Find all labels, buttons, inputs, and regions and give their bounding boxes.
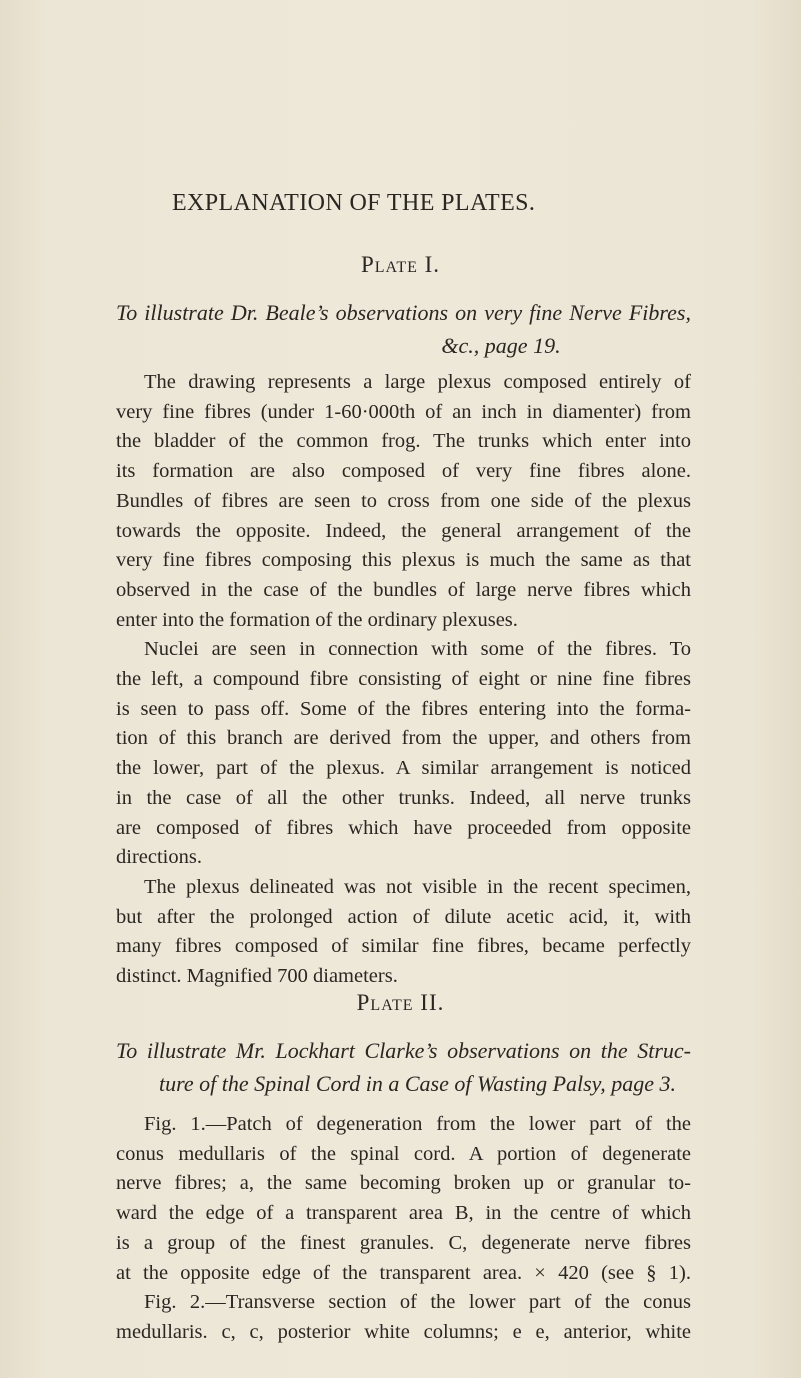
text-line: Nuclei are seen in connection with some of the fibres. To [144, 638, 691, 661]
text-line: is seen to pass off. Some of the fibres entering into the forma- [116, 697, 691, 720]
text-line: enter into the formation of the ordinary plexuses. [116, 608, 518, 631]
text-line: at the opposite edge of the transparent area. × 420 (see § 1). [116, 1261, 691, 1284]
page-title: EXPLANATION OF THE PLATES. [172, 190, 536, 216]
text-line: towards the opposite. Indeed, the general arrangement of the [116, 519, 691, 542]
text-line: ward the edge of a transparent area B, in the centre of which [116, 1202, 691, 1225]
text-line: in the case of all the other trunks. Indeed, all nerve trunks [116, 786, 691, 809]
plate-2-heading: Plate II. [356, 990, 445, 1015]
text-line: the lower, part of the plexus. A similar arrangement is noticed [116, 757, 691, 780]
plate-2-subtitle-line-2: ture of the Spinal Cord in a Case of Wasting Palsy, page 3. [159, 1071, 676, 1096]
plate-1-text [116, 368, 691, 992]
text-line: The drawing represents a large plexus composed entirely of [144, 371, 691, 393]
text-line: very fine fibres composing this plexus is much the same as that [116, 549, 691, 572]
plate-1-subtitle-line-1: To illustrate Dr. Beale’s observations on very fine Nerve Fibres, [116, 300, 691, 325]
text-line: but after the prolonged action of dilute acetic acid, it, with [116, 905, 691, 928]
text-line: directions. [116, 846, 202, 869]
text-line: the bladder of the common frog. The trunks which enter into [116, 430, 691, 453]
text-line: medullaris. c, c, posterior white columns; e e, anterior, white [116, 1320, 691, 1343]
plate-2-subtitle [116, 1034, 691, 1100]
text-line: observed in the case of the bundles of large nerve fibres which [116, 578, 691, 601]
text-line: Fig. 2.—Transverse section of the lower part of the conus [144, 1291, 691, 1314]
text-line: the left, a compound fibre consisting of eight or nine fine fibres [116, 668, 691, 691]
text-line: are composed of fibres which have proceeded from opposite [116, 816, 691, 839]
text-line: tion of this branch are derived from the upper, and others from [116, 727, 691, 750]
plate-1-subtitle-line-2: &c., page 19. [441, 333, 561, 358]
plate-2-subtitle-line-1: To illustrate Mr. Lockhart Clarke’s observations on the Struc- [116, 1038, 691, 1063]
text-line: distinct. Magnified 700 diameters. [116, 965, 398, 988]
text-line: many fibres composed of similar fine fibres, became perfectly [116, 935, 691, 958]
text-line: nerve fibres; a, the same becoming broken up or granular to- [116, 1172, 691, 1195]
text-line: Fig. 1.—Patch of degeneration from the lower part of the [144, 1113, 691, 1135]
text-line: very fine fibres (under 1-60·000th of an inch in diamenter) from [116, 400, 691, 423]
plate-1-heading: Plate I. [360, 252, 441, 277]
text-line: conus medullaris of the spinal cord. A portion of degenerate [116, 1142, 691, 1165]
text-line: Bundles of fibres are seen to cross from one side of the plexus [116, 489, 691, 512]
text-line: The plexus delineated was not visible in the recent specimen, [144, 875, 691, 898]
plate-2-text [116, 1110, 691, 1348]
text-line: is a group of the finest granules. C, degenerate nerve fibres [116, 1231, 691, 1254]
plate-1-subtitle [116, 296, 691, 362]
text-line: its formation are also composed of very fine fibres alone. [116, 460, 691, 483]
